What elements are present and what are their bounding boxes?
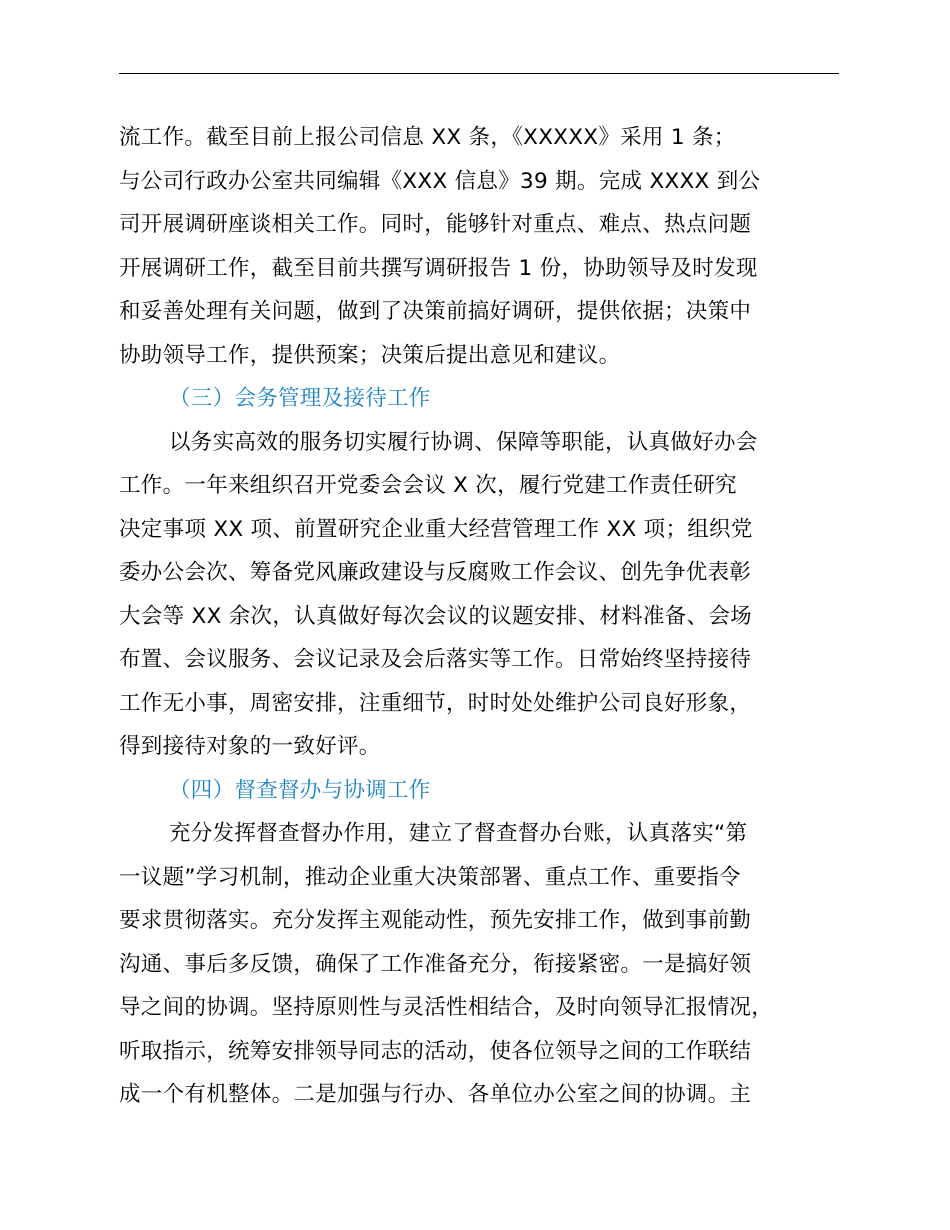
- paragraph-line: 以务实高效的服务切实履行协调、保障等职能，认真做好办会: [169, 429, 758, 455]
- paragraph-line: 决定事项 XX 项、前置研究企业重大经营管理工作 XX 项；组织党: [119, 516, 753, 542]
- header-rule: [119, 73, 839, 74]
- document-body: [119, 116, 864, 1117]
- paragraph-line: 成一个有机整体。二是加强与行办、各单位办公室之间的协调。主: [119, 1082, 752, 1107]
- paragraph-supervision: [119, 812, 864, 1117]
- paragraph-line: 和妥善处理有关问题，做到了决策前搞好调研，提供依据；决策中: [119, 299, 752, 324]
- paragraph-line: 委办公会次、筹备党风廉政建设与反腐败工作会议、创先争优表彰: [119, 560, 752, 585]
- paragraph-line: 流工作。截至目前上报公司信息 XX 条，《XXXXX》采用 1 条；: [119, 125, 736, 150]
- paragraph-line: 开展调研工作，截至目前共撰写调研报告 1 份，协助领导及时发现: [119, 255, 758, 281]
- paragraph-line: 协助领导工作，提供预案；决策后提出意见和建议。: [119, 342, 621, 368]
- paragraph-line: 大会等 XX 余次，认真做好每次会议的议题安排、材料准备、会场: [119, 603, 752, 629]
- paragraph-line: 导之间的协调。坚持原则性与灵活性相结合，及时向领导汇报情况，: [119, 995, 774, 1020]
- paragraph-line: 工作无小事，周密安排，注重细节，时时处处维护公司良好形象，: [119, 690, 752, 716]
- paragraph-line: 司开展调研座谈相关工作。同时，能够针对重点、难点、热点问题: [119, 212, 752, 237]
- paragraph-work-reporting: [119, 116, 864, 377]
- section-heading-supervision-coordination: （四）督查督办与协调工作: [169, 777, 431, 803]
- paragraph-line: 要求贯彻落实。充分发挥主观能动性，预先安排工作，做到事前勤: [119, 908, 752, 933]
- paragraph-line: 与公司行政办公室共同编辑《XXX 信息》39 期。完成 XXXX 到公: [119, 168, 761, 194]
- paragraph-line: 得到接待对象的一致好评。: [119, 734, 381, 759]
- paragraph-line: 布置、会议服务、会议记录及会后落实等工作。日常始终坚持接待: [119, 647, 752, 672]
- paragraph-line: 沟通、事后多反馈，确保了工作准备充分，衔接紧密。一是搞好领: [119, 951, 752, 977]
- paragraph-meeting-management: [119, 421, 864, 769]
- paragraph-line: 一议题”学习机制，推动企业重大决策部署、重点工作、重要指令: [119, 864, 741, 890]
- paragraph-line: 听取指示，统筹安排领导同志的活动，使各位领导之间的工作联结: [119, 1038, 752, 1064]
- section-heading-meeting-reception: （三）会务管理及接待工作: [169, 386, 431, 411]
- paragraph-line: 工作。一年来组织召开党委会会议 X 次，履行党建工作责任研究: [119, 473, 737, 498]
- paragraph-line: 充分发挥督查督办作用，建立了督查督办台账，认真落实“第: [169, 821, 748, 846]
